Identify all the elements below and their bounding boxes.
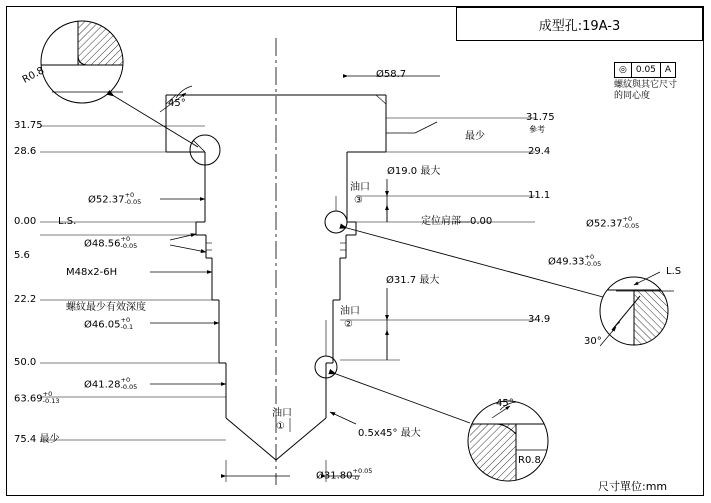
callout-41-28-tol-lo: -0.05 <box>120 382 138 391</box>
dim-22-2: 22.2 <box>14 294 37 305</box>
units-note: 尺寸單位:mm <box>598 480 668 493</box>
callout-58-7: Ø58.7 <box>376 69 407 80</box>
dim-ref-note: 參考 <box>529 125 545 134</box>
detail-52-37-tol-up: +0 <box>622 215 633 223</box>
callout-52-37-tol-up: +0 <box>124 191 135 199</box>
dim-50-0: 50.0 <box>14 357 37 368</box>
dim-29-4: 29.4 <box>528 146 551 157</box>
dim-min-note: 最少 <box>465 131 485 142</box>
callout-46-05-value: Ø46.05 <box>84 319 121 331</box>
port2-number: ② <box>344 319 353 330</box>
callout-datum-shoulder: 定位肩部 <box>421 216 461 227</box>
dim-34-9: 34.9 <box>528 314 551 325</box>
port1-number: ① <box>276 421 285 432</box>
dim-63-69 <box>14 391 59 405</box>
callout-52-37-value: Ø52.37 <box>88 194 125 206</box>
detail-49-33-value: Ø49.33 <box>548 256 585 268</box>
callout-31-80-tol-up: +0.05 <box>352 467 373 475</box>
port3-label: 油口 <box>350 182 370 193</box>
gd-note-line1: 螺紋與其它尺寸 <box>614 80 678 90</box>
dim-63-69-value: 63.69 <box>14 393 43 405</box>
detail-49-33-tol-up: +0 <box>584 253 595 261</box>
callout-41-28 <box>84 377 137 391</box>
detail-52-37-tol-lo: -0.05 <box>622 221 640 230</box>
callout-chamfer-05x45: 0.5x45° 最大 <box>358 428 421 439</box>
gd-note <box>614 80 677 102</box>
detail-49-33-tol-lo: -0.05 <box>584 259 602 268</box>
datum-reference: A <box>664 65 672 75</box>
port1-label: 油口 <box>272 408 292 419</box>
callout-thread-depth: 螺紋最少有效深度 <box>66 302 146 313</box>
detail-45deg-bottom: 45° <box>496 398 514 409</box>
dim-75-4-min: 75.4 最少 <box>14 434 60 445</box>
geometric-tolerance-frame <box>614 62 676 78</box>
dim-31-75-left: 31.75 <box>14 120 43 131</box>
detail-r08-bottom: R0.8 <box>518 455 541 466</box>
detail-ls-label: L.S <box>666 266 682 277</box>
dim-11-1: 11.1 <box>528 190 551 201</box>
concentricity-symbol: ◎ <box>615 63 632 77</box>
dim-ls-left: L.S. <box>58 216 77 227</box>
callout-52-37 <box>88 192 141 206</box>
callout-r08-top: R0.8 <box>20 65 47 86</box>
dim-0-00-left: 0.00 <box>14 216 37 227</box>
callout-31-7-max: Ø31.7 最大 <box>386 275 440 286</box>
detail-callout-49-33 <box>548 254 601 268</box>
callout-41-28-value: Ø41.28 <box>84 379 121 391</box>
callout-31-80-tol-lo: -0 <box>352 473 359 482</box>
callout-31-80-value: Ø31.80 <box>316 470 353 482</box>
dim-0-00-right: 0.00 <box>470 216 493 227</box>
dim-31-75-right: 31.75 <box>526 112 555 123</box>
callout-46-05-tol-lo: -0.1 <box>120 322 134 331</box>
port3-number: ③ <box>354 195 363 206</box>
title-text: 成型孔:19A-3 <box>538 18 621 34</box>
callout-48-56-tol-lo: -0.05 <box>120 241 138 250</box>
dim-63-69-tol-up: +0 <box>42 390 53 398</box>
port2-label: 油口 <box>340 306 360 317</box>
callout-48-56-tol-up: +0 <box>120 235 131 243</box>
callout-46-05 <box>84 317 133 331</box>
callout-48-56 <box>84 236 137 250</box>
tolerance-value: 0.05 <box>632 63 661 77</box>
callout-52-37-tol-lo: -0.05 <box>124 197 142 206</box>
title-block <box>456 7 703 41</box>
callout-31-80 <box>316 468 372 482</box>
detail-30deg: 30° <box>584 336 602 347</box>
gd-note-line2: 的同心度 <box>614 91 651 101</box>
dim-63-69-tol-lo: -0.13 <box>42 396 60 405</box>
dim-5-6: 5.6 <box>14 250 30 261</box>
callout-45deg-top: 45° <box>168 98 186 109</box>
callout-m48: M48x2-6H <box>66 267 118 278</box>
detail-callout-52-37 <box>586 216 639 230</box>
detail-52-37-value: Ø52.37 <box>586 218 623 230</box>
callout-41-28-tol-up: +0 <box>120 376 131 384</box>
callout-46-05-tol-up: +0 <box>120 316 131 324</box>
callout-19-0-max: Ø19.0 最大 <box>387 166 441 177</box>
dim-28-6: 28.6 <box>14 146 37 157</box>
callout-48-56-value: Ø48.56 <box>84 238 121 250</box>
